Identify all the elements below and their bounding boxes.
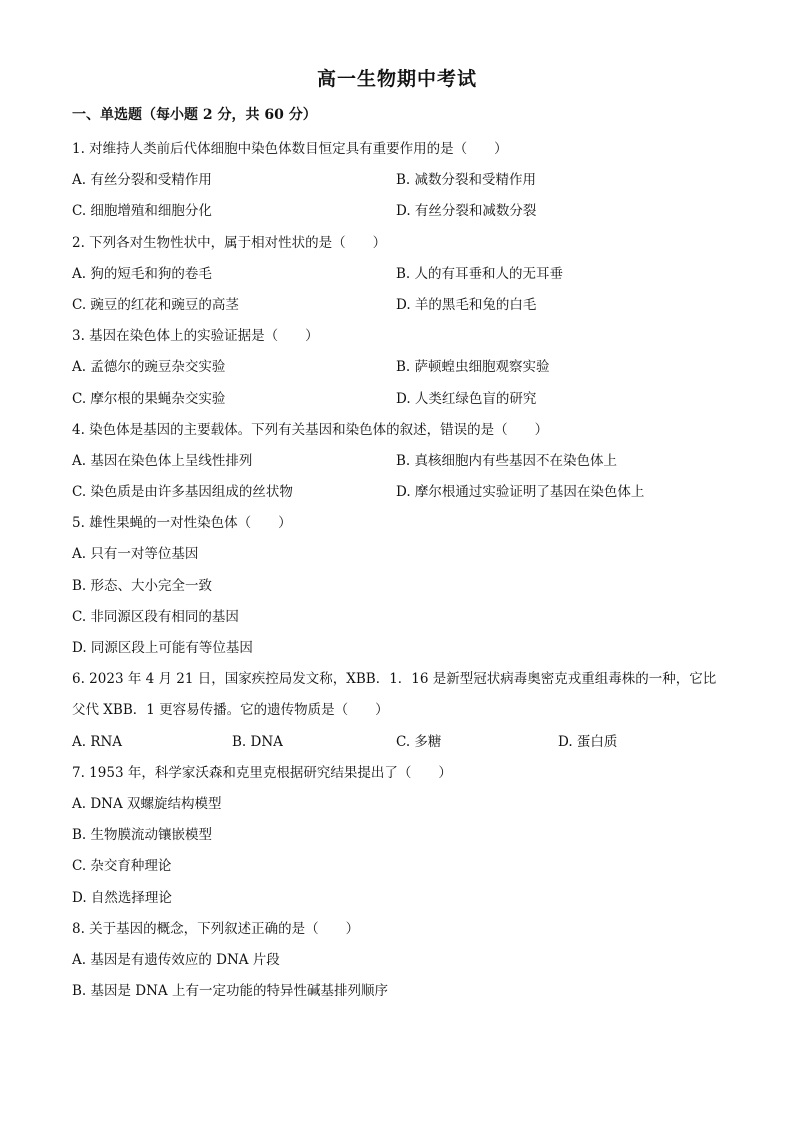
question-5-option-a: A. 只有一对等位基因	[72, 546, 199, 563]
question-2-stem: 2. 下列各对生物性状中，属于相对性状的是（ ）	[72, 234, 387, 251]
question-1-option-a: A. 有丝分裂和受精作用	[72, 172, 212, 189]
question-3-stem: 3. 基因在染色体上的实验证据是（ ）	[72, 328, 319, 345]
question-2-option-a: A. 狗的短毛和狗的卷毛	[72, 265, 212, 282]
question-2-options-row-1	[72, 259, 722, 290]
page-title: 高一生物期中考试	[316, 68, 477, 90]
question-1-option-b: B. 减数分裂和受精作用	[396, 172, 537, 189]
question-4-option-d: D. 摩尔根通过实验证明了基因在染色体上	[396, 484, 645, 501]
question-8-option-a: A. 基因是有遗传效应的 DNA 片段	[72, 951, 280, 968]
question-1-option-d: D. 有丝分裂和减数分裂	[396, 203, 537, 220]
question-4-option-b: B. 真核细胞内有些基因不在染色体上	[396, 452, 618, 469]
section-heading: 一、单选题（每小题 2 分，共 60 分）	[72, 107, 317, 123]
question-3-options-row-1	[72, 352, 722, 383]
question-5-stem: 5. 雄性果蝇的一对性染色体（ ）	[72, 515, 292, 532]
question-7-option-b: B. 生物膜流动镶嵌模型	[72, 827, 213, 844]
question-2-options-row-2	[72, 290, 722, 321]
question-6-stem-line-2: 父代 XBB．1 更容易传播。它的遗传物质是（ ）	[72, 702, 389, 719]
question-1-stem: 1. 对维持人类前后代体细胞中染色体数目恒定具有重要作用的是（ ）	[72, 141, 508, 157]
question-6-option-d: D. 蛋白质	[558, 733, 618, 750]
question-4-options-row-2	[72, 477, 722, 508]
question-1-option-c: C. 细胞增殖和细胞分化	[72, 203, 212, 220]
question-5-option-c: C. 非同源区段有相同的基因	[72, 608, 239, 625]
question-7-option-c: C. 杂交育种理论	[72, 858, 172, 875]
question-7-option-d: D. 自然选择理论	[72, 889, 172, 906]
question-6-option-c: C. 多糖	[396, 733, 442, 750]
question-5-option-b: B. 形态、大小完全一致	[72, 577, 213, 594]
question-2-option-c: C. 豌豆的红花和豌豆的高茎	[72, 296, 239, 313]
question-6-stem-line-1: 6. 2023 年 4 月 21 日，国家疾控局发文称，XBB．1．16 是新型冠状病毒奥密克戎重组毒株的一种，它比	[72, 671, 717, 688]
question-4-stem: 4. 染色体是基因的主要载体。下列有关基因和染色体的叙述，错误的是（ ）	[72, 421, 549, 438]
question-3-options-row-2	[72, 384, 722, 415]
question-5-option-d: D. 同源区段上可能有等位基因	[72, 640, 253, 656]
question-4-option-a: A. 基因在染色体上呈线性排列	[72, 452, 253, 469]
question-6-option-b: B. DNA	[232, 733, 283, 750]
question-6-option-a: A. RNA	[72, 733, 123, 750]
question-1-options-row-1	[72, 165, 722, 196]
question-1-options-row-2	[72, 196, 722, 227]
question-list	[72, 134, 722, 1007]
question-3-option-a: A. 孟德尔的豌豆杂交实验	[72, 359, 226, 376]
question-7-option-a: A. DNA 双螺旋结构模型	[72, 795, 222, 812]
question-3-option-d: D. 人类红绿色盲的研究	[396, 390, 537, 407]
question-3-option-c: C. 摩尔根的果蝇杂交实验	[72, 390, 226, 407]
question-7-stem: 7. 1953 年，科学家沃森和克里克根据研究结果提出了（ ）	[72, 764, 452, 781]
question-8-option-b: B. 基因是 DNA 上有一定功能的特异性碱基排列顺序	[72, 983, 388, 1000]
question-4-options-row-1	[72, 446, 722, 477]
question-3-option-b: B. 萨顿蝗虫细胞观察实验	[396, 359, 550, 376]
question-8-stem: 8. 关于基因的概念，下列叙述正确的是（ ）	[72, 920, 360, 937]
question-4-option-c: C. 染色质是由许多基因组成的丝状物	[72, 484, 293, 501]
question-2-option-b: B. 人的有耳垂和人的无耳垂	[396, 265, 564, 282]
question-6-options-row	[72, 727, 722, 758]
question-2-option-d: D. 羊的黑毛和兔的白毛	[396, 296, 537, 313]
